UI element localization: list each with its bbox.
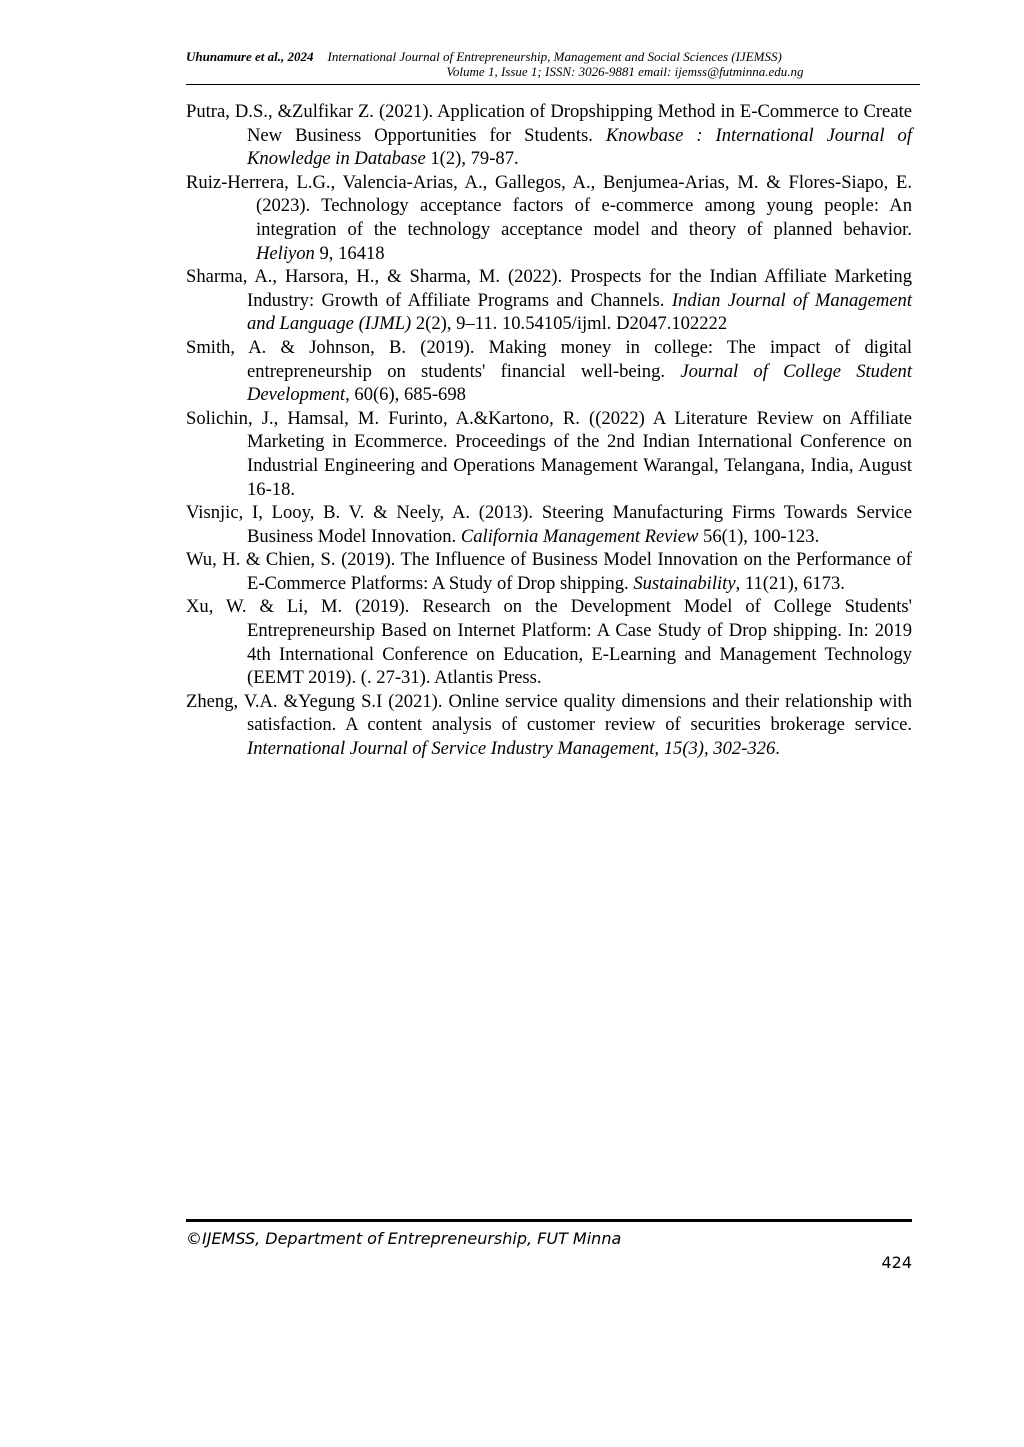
- page-number: 424: [881, 1253, 912, 1272]
- reference-entry: Sharma, A., Harsora, H., & Sharma, M. (2022). Prospects for the Indian Affiliate Marketing Industry: Growth of Affiliate Programs and Channels. Indian Journal of Management and Language (IJML) 2(2), 9–11. 10.54105/ijml. D2047.102222: [186, 266, 912, 335]
- reference-entry: Wu, H. & Chien, S. (2019). The Influence of Business Model Innovation on the Performance of E-Commerce Platforms: A Study of Drop shipping. Sustainability, 11(21), 6173.: [186, 549, 912, 594]
- footer-divider: [186, 1219, 912, 1222]
- header-journal: International Journal of Entrepreneurship, Management and Social Sciences (IJEMSS): [327, 49, 782, 64]
- reference-list: [186, 100, 912, 761]
- reference-entry: Zheng, V.A. &Yegung S.I (2021). Online service quality dimensions and their relationship with satisfaction. A content analysis of customer review of securities brokerage service. International Journal of Service Industry Management, 15(3), 302-326.: [186, 690, 912, 760]
- header-volume-line: Volume 1, Issue 1; ISSN: 3026-9881 email: ijemss@futminna.edu.ng: [446, 64, 804, 79]
- reference-entry: Solichin, J., Hamsal, M. Furinto, A.&Kartono, R. ((2022) A Literature Review on Affiliate Marketing in Ecommerce. Proceedings of the 2nd Indian International Conference on Industrial Engineering and Operations Management Warangal, Telangana, India, August 16-18.: [186, 407, 912, 500]
- reference-entry: Ruiz-Herrera, L.G., Valencia-Arias, A., Gallegos, A., Benjumea-Arias, M. & Flores-Siapo, E. (2023). Technology acceptance factors of e-commerce among young people: An integration of the technology acceptance model and theory of planned behavior. Heliyon 9, 16418: [186, 171, 912, 264]
- running-header: [186, 49, 912, 79]
- reference-entry: Visnjic, I, Looy, B. V. & Neely, A. (2013). Steering Manufacturing Firms Towards Service Business Model Innovation. California Management Review 56(1), 100-123.: [186, 502, 912, 547]
- reference-entry: Putra, D.S., &Zulfikar Z. (2021). Application of Dropshipping Method in E-Commerce to Create New Business Opportunities for Students. Knowbase : International Journal of Knowledge in Database 1(2), 79-87.: [186, 101, 912, 170]
- footer-copyright: ©IJEMSS, Department of Entrepreneurship, FUT Minna: [186, 1229, 622, 1248]
- header-divider: [186, 84, 920, 85]
- reference-entry: Smith, A. & Johnson, B. (2019). Making money in college: The impact of digital entrepreneurship on students' financial well-being. Journal of College Student Development, 60(6), 685-698: [186, 336, 912, 406]
- reference-entry: Xu, W. & Li, M. (2019). Research on the Development Model of College Students' Entrepreneurship Based on Internet Platform: A Case Study of Drop shipping. In: 2019 4th International Conference on Education, E-Learning and Management Technology (EEMT 2019). (. 27-31). Atlantis Press.: [186, 596, 912, 689]
- header-authors: Uhunamure et al., 2024: [186, 49, 314, 64]
- running-header-line-1: [186, 49, 912, 64]
